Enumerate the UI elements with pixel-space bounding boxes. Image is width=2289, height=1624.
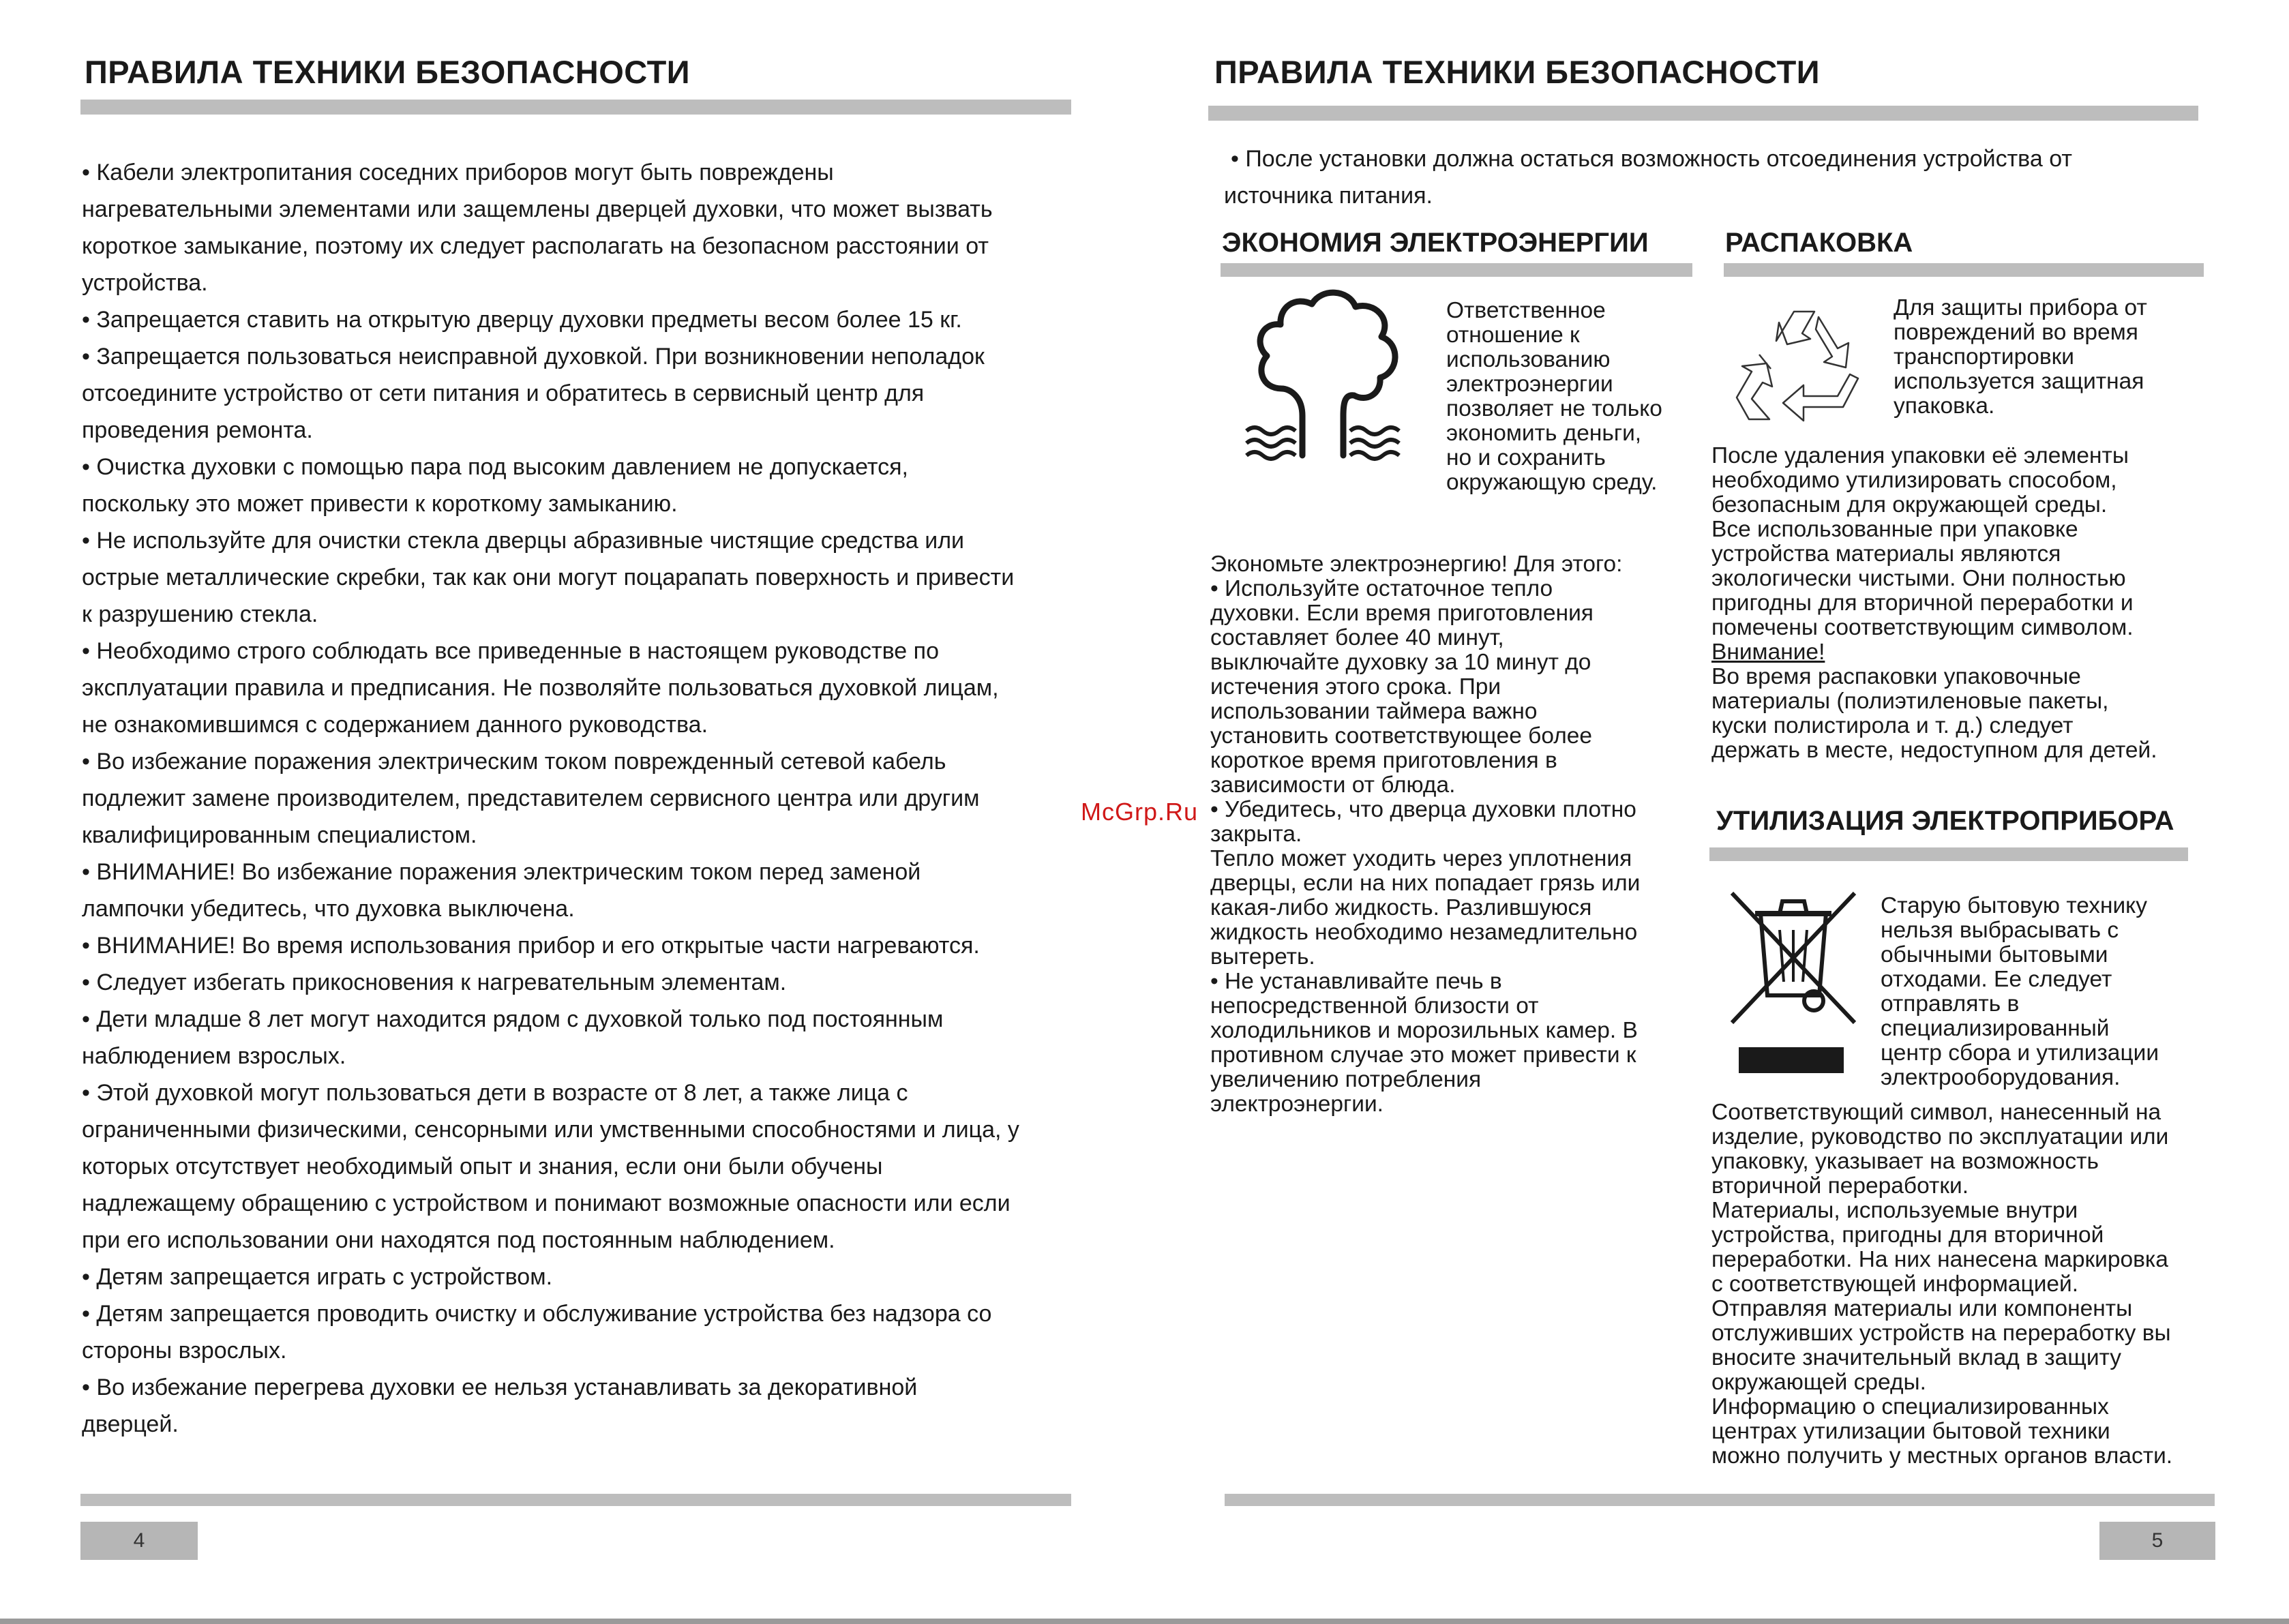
body-line: • Детям запрещается проводить очистку и обслуживание устройства без надзора со xyxy=(82,1301,992,1327)
watermark: McGrp.Ru xyxy=(1081,798,1199,826)
body-line: • Этой духовкой могут пользоваться дети в возрасте от 8 лет, а также лица с xyxy=(82,1080,908,1106)
disposal-body-line: Отправляя материалы или компоненты xyxy=(1711,1296,2133,1321)
body-line: наблюдением взрослых. xyxy=(82,1043,346,1069)
disposal-body-line: окружающей среды. xyxy=(1711,1370,1926,1395)
body-line: надлежащему обращению с устройством и понимают возможные опасности или если xyxy=(82,1190,1011,1216)
disposal-body-line: можно получить у местных органов власти. xyxy=(1711,1443,2173,1469)
unpacking-body-line: экологически чистыми. Они полностью xyxy=(1711,566,2126,591)
body-line: не ознакомившимся с содержанием данного руководства. xyxy=(82,712,708,738)
unpacking-body-line: безопасным для окружающей среды. xyxy=(1711,492,2108,517)
unpacking-body-line: устройства материалы являются xyxy=(1711,541,2061,567)
unpacking-icon-text-line: Для защиты прибора от xyxy=(1894,295,2147,320)
energy-body-line: использовании таймера важно xyxy=(1210,699,1538,724)
warning-line: материалы (полиэтиленовые пакеты, xyxy=(1711,689,2109,714)
body-line: подлежит замене производителем, представителем сервисного центра или другим xyxy=(82,785,980,811)
intro-line: • После установки должна остаться возможность отсоединения устройства от xyxy=(1231,146,2072,172)
energy-body-line: установить соответствующее более xyxy=(1210,723,1593,749)
energy-body-line: составляет более 40 минут, xyxy=(1210,625,1504,650)
body-line: дверцей. xyxy=(82,1411,179,1437)
energy-icon-text-line: отношение к xyxy=(1446,322,1580,348)
energy-body-line: • Убедитесь, что дверца духовки плотно xyxy=(1210,797,1636,822)
right-footer-rule xyxy=(1225,1494,2215,1506)
energy-icon-text-line: но и сохранить xyxy=(1446,445,1606,470)
left-page-number: 4 xyxy=(80,1522,198,1560)
unpacking-body-line: пригодны для вторичной переработки и xyxy=(1711,590,2134,616)
body-line: эксплуатации правила и предписания. Не позволяйте пользоваться духовкой лицам, xyxy=(82,675,999,701)
energy-body-line: Тепло может уходить через уплотнения xyxy=(1210,846,1632,871)
energy-icon-text-line: окружающую среду. xyxy=(1446,470,1658,495)
right-page-title: ПРАВИЛА ТЕХНИКИ БЕЗОПАСНОСТИ xyxy=(1214,54,1821,90)
disposal-body-line: Информацию о специализированных xyxy=(1711,1394,2109,1419)
energy-body-line: холодильников и морозильных камер. В xyxy=(1210,1018,1638,1043)
energy-icon-text xyxy=(1446,299,1662,495)
disposal-body xyxy=(1711,1100,2172,1469)
energy-body-line: • Не устанавливайте печь в xyxy=(1210,969,1502,994)
body-line: • Запрещается ставить на открытую дверцу духовки предметы весом более 15 кг. xyxy=(82,307,962,333)
body-line: • Кабели электропитания соседних приборов могут быть повреждены xyxy=(82,160,834,185)
body-line: нагревательными элементами или защемлены дверцей духовки, что может вызвать xyxy=(82,196,993,222)
unpacking-body xyxy=(1711,444,2157,763)
disposal-rule xyxy=(1709,847,2188,861)
body-line: • Необходимо строго соблюдать все приведенные в настоящем руководстве по xyxy=(82,638,939,664)
disposal-body-line: Материалы, используемые внутри xyxy=(1711,1198,2078,1223)
energy-body-line: противном случае это может привести к xyxy=(1210,1042,1636,1068)
energy-body-line: истечения этого срока. При xyxy=(1210,674,1501,700)
energy-icon-text-line: электроэнергии xyxy=(1446,372,1613,397)
body-line: острые металлические скребки, так как они могут поцарапать поверхность и привести xyxy=(82,565,1015,590)
disposal-body-line: с соответствующей информацией. xyxy=(1711,1272,2079,1297)
warning-line: держать в месте, недоступном для детей. xyxy=(1711,738,2157,763)
body-line: • Дети младше 8 лет могут находится рядом с духовкой только под постоянным xyxy=(82,1006,944,1032)
disposal-icon-text-line: специализированный xyxy=(1881,1016,2110,1041)
body-line: к разрушению стекла. xyxy=(82,601,318,627)
disposal-icon-text xyxy=(1881,894,2159,1090)
body-line: отсоедините устройство от сети питания и обратитесь в сервисный центр для xyxy=(82,380,925,406)
disposal-icon-text-line: центр сбора и утилизации xyxy=(1881,1040,2159,1066)
left-footer-rule xyxy=(80,1494,1071,1506)
energy-icon-text-line: экономить деньги, xyxy=(1446,421,1642,446)
energy-body-line: короткое время приготовления в xyxy=(1210,748,1557,773)
body-line: • ВНИМАНИЕ! Во избежание поражения электрическим током перед заменой xyxy=(82,859,921,885)
unpacking-icon-text-line: используется защитная xyxy=(1894,369,2144,394)
disposal-body-line: изделие, руководство по эксплуатации или xyxy=(1711,1124,2169,1149)
disposal-icon-text-line: нельзя выбрасывать с xyxy=(1881,918,2119,943)
body-line: ограниченными физическими, сенсорными или умственными способностями и лица, у xyxy=(82,1117,1019,1143)
left-page-body xyxy=(82,154,1084,1443)
energy-icon-text-line: Ответственное xyxy=(1446,298,1606,323)
bottom-edge xyxy=(0,1619,2289,1624)
body-line: • Детям запрещается играть с устройством. xyxy=(82,1264,553,1290)
energy-icon-text-line: использованию xyxy=(1446,347,1611,372)
disposal-icon-text-line: отправлять в xyxy=(1881,991,2020,1017)
disposal-body-line: вносите значительный вклад в защиту xyxy=(1711,1345,2122,1370)
body-line: • Следует избегать прикосновения к нагревательным элементам. xyxy=(82,969,787,995)
right-title-rule xyxy=(1208,106,2198,121)
left-page-title: ПРАВИЛА ТЕХНИКИ БЕЗОПАСНОСТИ xyxy=(85,54,691,90)
energy-body-line: вытереть. xyxy=(1210,944,1315,969)
body-line: поскольку это может привести к короткому замыканию. xyxy=(82,491,678,517)
body-line: проведения ремонта. xyxy=(82,417,313,443)
unpacking-body-line: Все использованные при упаковке xyxy=(1711,517,2078,542)
disposal-icon-text-line: обычными бытовыми xyxy=(1881,942,2108,967)
unpacking-heading: РАСПАКОВКА xyxy=(1725,228,1913,258)
right-intro xyxy=(1224,140,2072,214)
unpacking-icon-text-line: повреждений во время xyxy=(1894,320,2138,345)
unpacking-icon-text-line: упаковка. xyxy=(1894,393,1995,419)
body-line: • ВНИМАНИЕ! Во время использования прибор и его открытые части нагреваются. xyxy=(82,933,980,959)
disposal-body-line: отслуживших устройств на переработку вы xyxy=(1711,1321,2171,1346)
energy-icon-text-line: позволяет не только xyxy=(1446,396,1662,421)
energy-body-line: закрыта. xyxy=(1210,822,1302,847)
unpacking-body-line: необходимо утилизировать способом, xyxy=(1711,468,2117,493)
disposal-body-line: вторичной переработки. xyxy=(1711,1173,1969,1199)
warning-line: Во время распаковки упаковочные xyxy=(1711,664,2081,689)
intro-line: источника питания. xyxy=(1224,183,1433,209)
body-line: лампочки убедитесь, что духовка выключена. xyxy=(82,896,575,922)
energy-rule xyxy=(1221,263,1692,277)
tree-icon xyxy=(1241,286,1418,464)
body-line: устройства. xyxy=(82,270,208,296)
warning-label: Внимание! xyxy=(1711,640,1825,665)
body-line: • Во избежание поражения электрическим током поврежденный сетевой кабель xyxy=(82,749,946,775)
disposal-body-line: устройства, пригодны для вторичной xyxy=(1711,1222,2104,1248)
body-line: • Во избежание перегрева духовки ее нельзя устанавливать за декоративной xyxy=(82,1374,918,1400)
disposal-icon-text-line: Старую бытовую технику xyxy=(1881,893,2147,918)
energy-heading: ЭКОНОМИЯ ЭЛЕКТРОЭНЕРГИИ xyxy=(1222,228,1649,258)
disposal-body-line: упаковку, указывает на возможность xyxy=(1711,1149,2099,1174)
body-line: которых отсутствует необходимый опыт и знания, если они были обучены xyxy=(82,1154,883,1179)
energy-body-line: • Используйте остаточное тепло xyxy=(1210,576,1553,601)
body-line: • Очистка духовки с помощью пара под высоким давлением не допускается, xyxy=(82,454,908,480)
body-line: короткое замыкание, поэтому их следует располагать на безопасном расстоянии от xyxy=(82,233,989,259)
disposal-icon-text-line: электрооборудования. xyxy=(1881,1065,2121,1090)
energy-body-line: жидкость необходимо незамедлительно xyxy=(1210,920,1638,945)
unpacking-body-line: После удаления упаковки её элементы xyxy=(1711,443,2129,468)
unpacking-body-line: помечены соответствующим символом. xyxy=(1711,615,2134,640)
body-line: • Запрещается пользоваться неисправной духовкой. При возникновении неполадок xyxy=(82,344,985,370)
energy-body-line: электроэнергии. xyxy=(1210,1092,1383,1117)
disposal-body-line: центрах утилизации бытовой техники xyxy=(1711,1419,2110,1444)
crossed-bin-icon xyxy=(1725,886,1861,1077)
recycle-icon xyxy=(1729,303,1875,440)
right-page-number: 5 xyxy=(2099,1522,2215,1560)
unpacking-rule xyxy=(1724,263,2204,277)
body-line: стороны взрослых. xyxy=(82,1338,287,1364)
energy-body-line: выключайте духовку за 10 минут до xyxy=(1210,650,1591,675)
disposal-icon-text-line: отходами. Ее следует xyxy=(1881,967,2112,992)
unpacking-icon-text xyxy=(1894,296,2147,419)
energy-body xyxy=(1210,552,1640,1117)
body-line: при его использовании они находятся под постоянным наблюдением. xyxy=(82,1227,835,1253)
left-title-rule xyxy=(80,100,1071,115)
energy-body-line: увеличению потребления xyxy=(1210,1067,1482,1092)
disposal-body-line: Соответствующий символ, нанесенный на xyxy=(1711,1100,2161,1125)
energy-body-line: непосредственной близости от xyxy=(1210,993,1539,1019)
body-line: • Не используйте для очистки стекла дверцы абразивные чистящие средства или xyxy=(82,528,965,554)
energy-body-line: Экономьте электроэнергию! Для этого: xyxy=(1210,552,1623,577)
energy-body-line: зависимости от блюда. xyxy=(1210,772,1456,798)
disposal-body-line: переработки. На них нанесена маркировка xyxy=(1711,1247,2168,1272)
energy-body-line: духовки. Если время приготовления xyxy=(1210,601,1594,626)
unpacking-icon-text-line: транспортировки xyxy=(1894,344,2075,370)
energy-body-line: дверцы, если на них попадает грязь или xyxy=(1210,871,1641,896)
body-line: квалифицированным специалистом. xyxy=(82,822,477,848)
disposal-heading: УТИЛИЗАЦИЯ ЭЛЕКТРОПРИБОРА xyxy=(1716,806,2174,836)
energy-body-line: какая-либо жидкость. Разлившуюся xyxy=(1210,895,1592,920)
warning-line: куски полистирола и т. д.) следует xyxy=(1711,713,2074,738)
